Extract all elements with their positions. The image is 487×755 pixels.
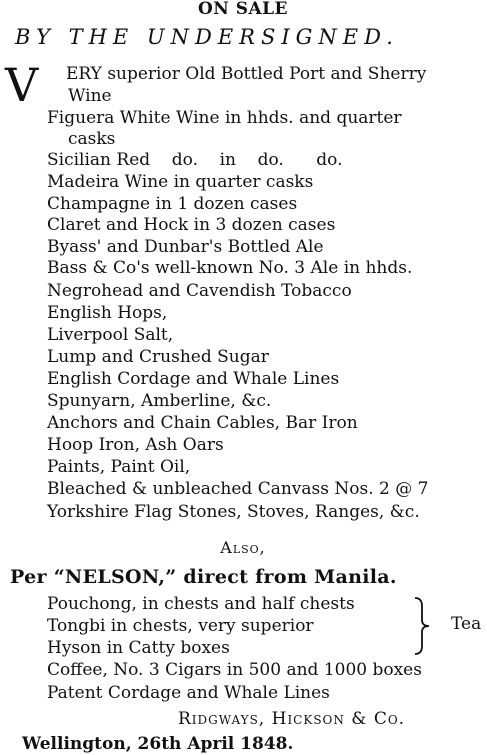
list-item: Yorkshire Flag Stones, Stoves, Ranges, &c.: [47, 502, 420, 522]
list-item: Bleached & unbleached Canvass Nos. 2 @ 7: [47, 479, 429, 499]
list-item: Byass' and Dunbar's Bottled Ale: [47, 237, 324, 257]
also-heading: Also,: [220, 538, 266, 557]
heading-on-sale: ON SALE: [198, 0, 289, 19]
list-item: Anchors and Chain Cables, Bar Iron: [47, 413, 358, 433]
list-item: Figuera White Wine in hhds. and quarter: [47, 108, 402, 128]
list-item: Pouchong, in chests and half chests: [47, 594, 355, 614]
list-item: English Cordage and Whale Lines: [47, 369, 340, 389]
list-item: Hyson in Catty boxes: [47, 638, 230, 658]
signature: Ridgways, Hickson & Co.: [178, 709, 406, 729]
list-item: Paints, Paint Oil,: [47, 457, 191, 477]
per-nelson-heading: Per “NELSON,” direct from Manila.: [10, 566, 397, 588]
list-item: Hoop Iron, Ash Oars: [47, 435, 224, 455]
drop-cap: V: [5, 58, 39, 112]
list-item: Wine: [68, 86, 112, 106]
list-item: Tongbi in chests, very superior: [47, 616, 314, 636]
list-item: Claret and Hock in 3 dozen cases: [47, 215, 336, 235]
list-item: Champagne in 1 dozen cases: [47, 194, 298, 214]
list-item: Coffee, No. 3 Cigars in 500 and 1000 boxes: [47, 660, 422, 680]
list-item: ERY superior Old Bottled Port and Sherry: [66, 64, 427, 84]
tea-label: Tea: [451, 614, 482, 634]
list-item: Sicilian Red do. in do. do.: [47, 150, 343, 170]
list-item: Negrohead and Cavendish Tobacco: [47, 281, 352, 301]
heading-by-the-undersigned: BY THE UNDERSIGNED.: [15, 25, 399, 49]
list-item: English Hops,: [47, 303, 168, 323]
list-item: Madeira Wine in quarter casks: [47, 172, 314, 192]
list-item: Lump and Crushed Sugar: [47, 347, 269, 367]
date-line: Wellington, 26th April 1848.: [22, 734, 294, 754]
list-item: Bass & Co's well-known No. 3 Ale in hhds.: [47, 258, 413, 278]
curly-brace-icon: [413, 596, 437, 656]
list-item: Liverpool Salt,: [47, 325, 174, 345]
list-item: casks: [68, 129, 116, 149]
list-item: Patent Cordage and Whale Lines: [47, 683, 330, 703]
list-item: Spunyarn, Amberline, &c.: [47, 391, 272, 411]
